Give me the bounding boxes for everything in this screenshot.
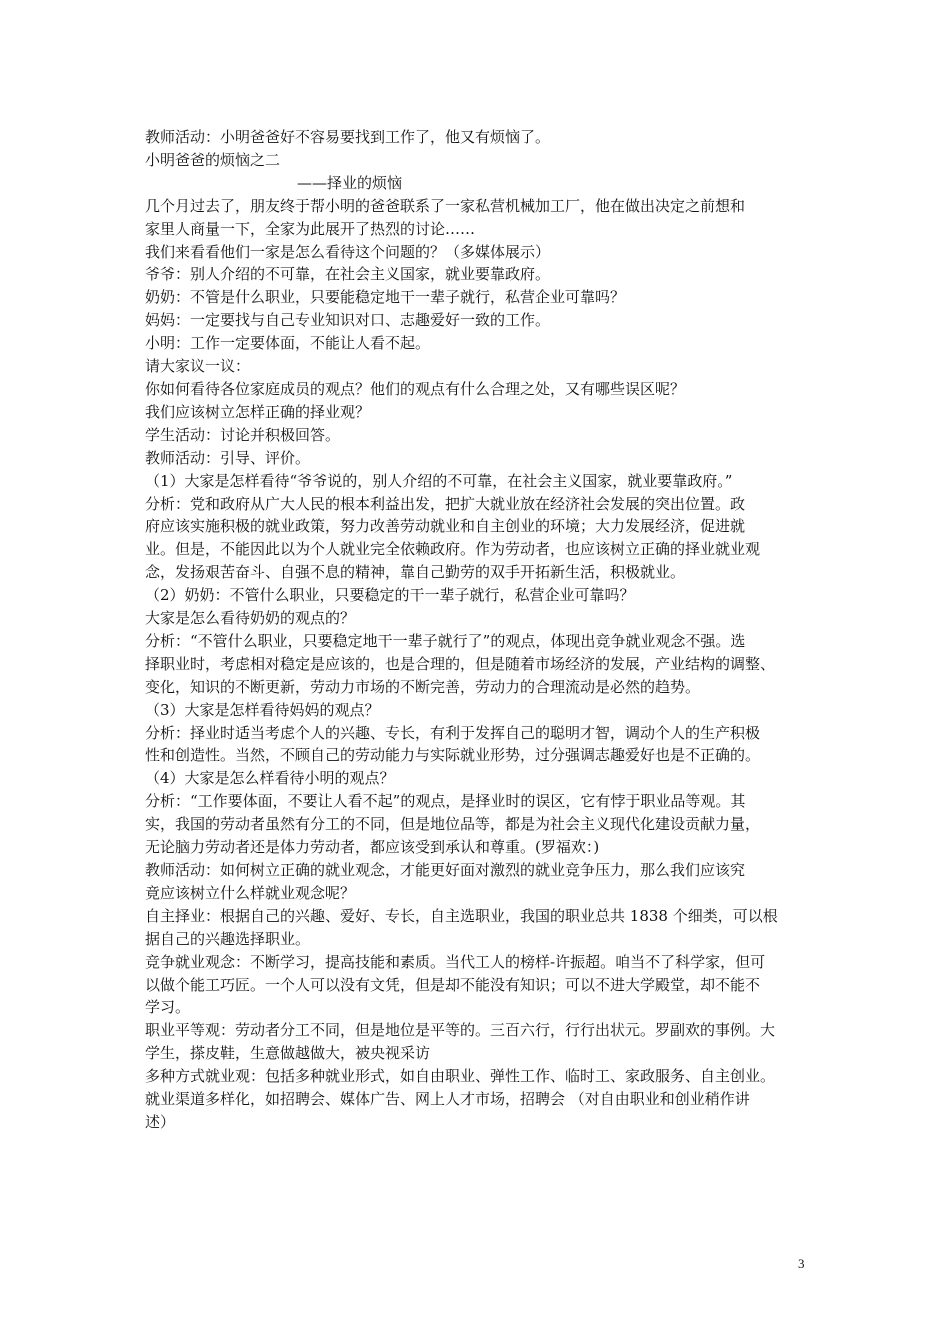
text-line: 府应该实施积极的就业政策，努力改善劳动就业和自主创业的环境；大力发展经济，促进就 (145, 517, 746, 536)
text-line: 请大家议一议： (145, 357, 251, 376)
text-line: 职业平等观：劳动者分工不同，但是地位是平等的。三百六行，行行出状元。罗副欢的事例。大 (145, 1021, 776, 1040)
text-line: 妈妈：一定要找与自己专业知识对口、志趣爱好一致的工作。 (145, 311, 551, 330)
text-line: 变化，知识的不断更新，劳动力市场的不断完善，劳动力的合理流动是必然的趋势。 (145, 677, 701, 696)
section-subtitle: ——择业的烦恼 (297, 173, 403, 192)
text-line: 分析：“工作要体面，不要让人看不起”的观点，是择业时的误区，它有悖于职业品等观。其 (145, 792, 746, 811)
text-line: 你如何看待各位家庭成员的观点？他们的观点有什么合理之处，又有哪些误区呢？ (145, 379, 686, 398)
text-line: （3）大家是怎样看待妈妈的观点？ (145, 700, 380, 719)
text-line: 实，我国的劳动者虽然有分工的不同，但是地位品等，都是为社会主义现代化建设贡献力量， (145, 815, 761, 834)
page-number: 3 (798, 1256, 805, 1271)
text-line: （2）奶奶：不管什么职业，只要稳定的干一辈子就行，私营企业可靠吗？ (145, 586, 635, 605)
text-line: 念，发扬艰苦奋斗、自强不息的精神，靠自己勤劳的双手开拓新生活，积极就业。 (145, 563, 686, 582)
text-line: 自主择业：根据自己的兴趣、爱好、专长，自主选职业，我国的职业总共 1838 个细类，可以根 (145, 906, 778, 925)
text-line: 性和创造性。当然，不顾自己的劳动能力与实际就业形势，过分强调志趣爱好也是不正确的。 (145, 746, 761, 765)
text-line: 学生活动：讨论并积极回答。 (145, 425, 341, 444)
text-line: 家里人商量一下，全家为此展开了热烈的讨论…… (145, 219, 476, 238)
text-line: 择职业时，考虑相对稳定是应该的，也是合理的，但是随着市场经济的发展，产业结构的调整、 (145, 654, 776, 673)
text-line: 爷爷：别人介绍的不可靠，在社会主义国家，就业要靠政府。 (145, 265, 551, 284)
text-line: 业。但是，不能因此以为个人就业完全依赖政府。作为劳动者，也应该树立正确的择业就业观 (145, 540, 761, 559)
section-title: 小明爸爸的烦恼之二 (145, 150, 281, 169)
text-line: 几个月过去了，朋友终于帮小明的爸爸联系了一家私营机械加工厂，他在做出决定之前想和 (145, 196, 746, 215)
text-line: 分析：“不管什么职业，只要稳定地干一辈子就行了”的观点，体现出竞争就业观念不强。选 (145, 631, 746, 650)
text-line: 我们来看看他们一家是怎么看待这个问题的？（多媒体展示） (145, 242, 551, 261)
text-line: 分析：择业时适当考虑个人的兴趣、专长，有利于发挥自己的聪明才智，调动个人的生产积极 (145, 723, 761, 742)
text-line: 教师活动：引导、评价。 (145, 448, 311, 467)
text-line: 学生，搽皮鞋，生意做越做大，被央视采访 (145, 1044, 431, 1063)
text-line: 竞争就业观念：不断学习，提高技能和素质。当代工人的榜样-许振超。咱当不了科学家，但可 (145, 952, 766, 971)
text-line: 以做个能工巧匠。一个人可以没有文凭，但是却不能没有知识；可以不进大学殿堂，却不能不 (145, 975, 761, 994)
text-line: 教师活动：如何树立正确的就业观念，才能更好面对激烈的就业竞争压力，那么我们应该究 (145, 861, 746, 879)
text-line: 据自己的兴趣选择职业。 (145, 929, 311, 948)
text-line: 大家是怎么看待奶奶的观点的？ (145, 609, 356, 628)
text-line: 就业渠道多样化，如招聘会、媒体广告、网上人才市场，招聘会 （对自由职业和创业稍作讲 (145, 1090, 750, 1109)
text-line: 学习。 (145, 998, 191, 1017)
text-line: 教师活动：小明爸爸好不容易要找到工作了，他又有烦恼了。 (145, 128, 551, 146)
text-line: 我们应该树立怎样正确的择业观？ (145, 402, 371, 421)
text-line: 竟应该树立什么样就业观念呢？ (145, 883, 356, 902)
text-line: （1）大家是怎样看待“爷爷说的，别人介绍的不可靠，在社会主义国家，就业要靠政府。” (145, 471, 733, 490)
text-line: 分析：党和政府从广大人民的根本利益出发，把扩大就业放在经济社会发展的突出位置。政 (145, 494, 746, 513)
text-line: 奶奶：不管是什么职业，只要能稳定地干一辈子就行，私营企业可靠吗？ (145, 288, 626, 307)
text-line: 小明：工作一定要体面，不能让人看不起。 (145, 334, 431, 353)
text-line: （4）大家是怎么样看待小明的观点？ (145, 769, 395, 788)
text-line: 多种方式就业观：包括多种就业形式，如自由职业、弹性工作、临时工、家政服务、自主创业。 (145, 1067, 776, 1086)
text-line: 无论脑力劳动者还是体力劳动者，都应该受到承认和尊重。(罗福欢：) (145, 838, 600, 857)
document-body (145, 126, 810, 1134)
text-line: 述） (145, 1112, 176, 1131)
